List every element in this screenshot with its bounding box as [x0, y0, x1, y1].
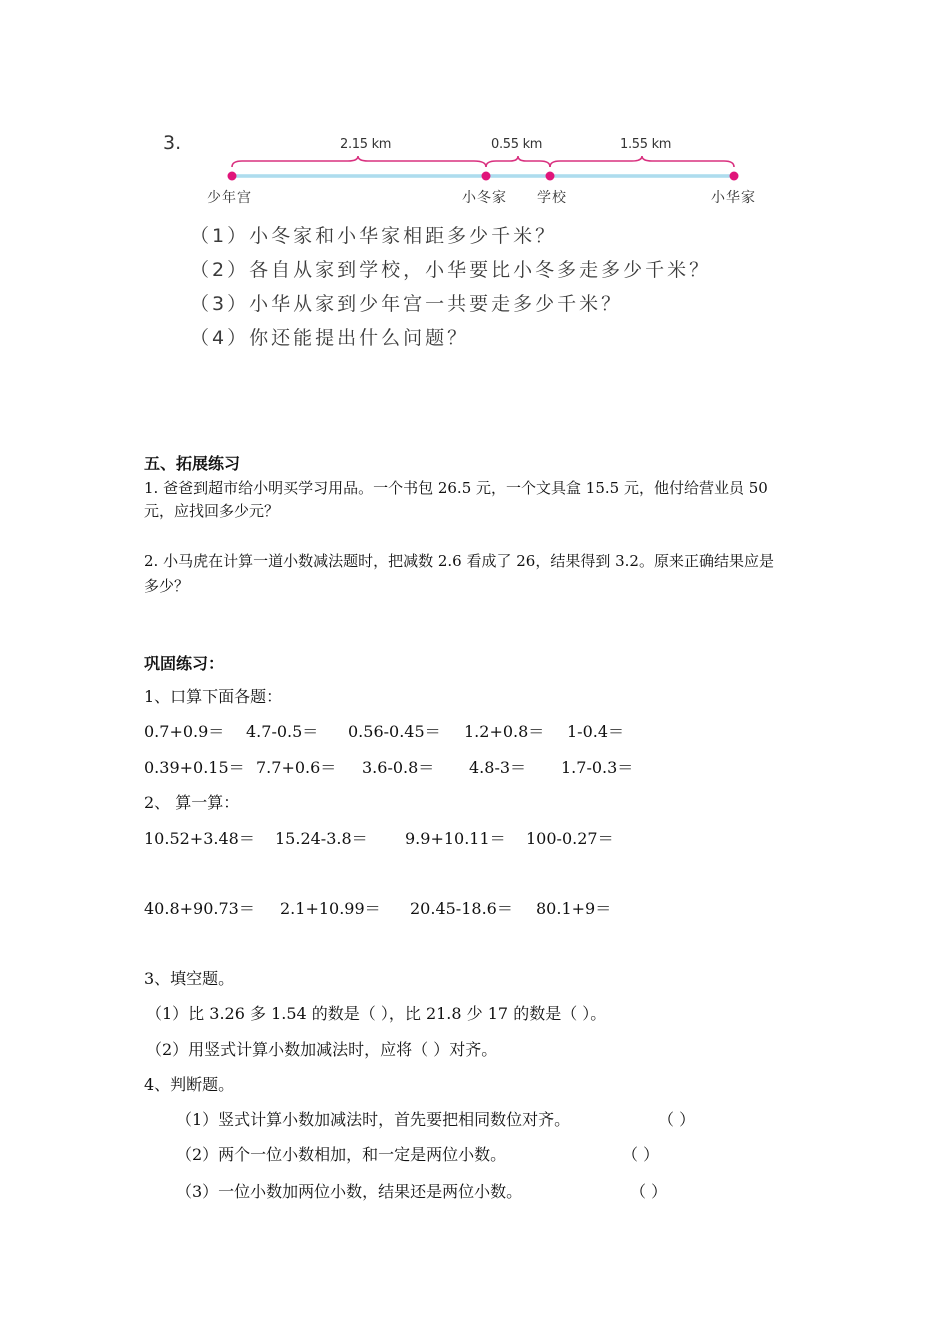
judge-paren-1: （ ）: [658, 1110, 696, 1129]
expression: 0.56-0.45＝: [348, 722, 441, 741]
calc-row-2: [0, 896, 950, 918]
judge-item-3: （3）一位小数加两位小数，结果还是两位小数。: [176, 1182, 523, 1201]
expression: 80.1+9＝: [536, 899, 612, 918]
place-label-2: 小冬家: [462, 190, 507, 206]
expression: 0.39+0.15＝: [144, 758, 245, 777]
expression: 2.1+10.99＝: [280, 899, 381, 918]
extension-problem-2-line-2: 多少？: [144, 577, 190, 595]
practice-q2-title: 2、 算一算：: [144, 793, 240, 812]
practice-q1-title: 1、口算下面各题：: [144, 687, 283, 706]
practice-q3-title: 3、填空题。: [144, 969, 235, 988]
dot-xuexiao: [546, 172, 555, 181]
oral-calc-row-2: [0, 755, 950, 777]
segment-label-3: 1.55 km: [620, 137, 672, 152]
expression: 4.8-3＝: [469, 758, 527, 777]
dot-shaoniangong: [228, 172, 237, 181]
oral-calc-row-1: [0, 719, 950, 741]
extension-problem-1-line-1: 1. 爸爸到超市给小明买学习用品。一个书包 26.5 元，一个文具盒 15.5 元，他付给营业员 50: [144, 479, 768, 497]
figure-question-2: （2）各自从家到学校，小华要比小冬多走多少千米？: [190, 259, 712, 281]
calc-row-1: [0, 826, 950, 848]
extension-problem-2-line-1: 2. 小马虎在计算一道小数减法题时，把减数 2.6 看成了 26，结果得到 3.2。原来正确结果应是: [144, 552, 774, 570]
place-label-3: 学校: [537, 190, 567, 206]
problem-number: 3.: [163, 132, 182, 154]
expression: 3.6-0.8＝: [362, 758, 435, 777]
judge-item-2: （2）两个一位小数相加，和一定是两位小数。: [176, 1145, 507, 1164]
expression: 0.7+0.9＝: [144, 722, 225, 741]
judge-item-1: （1）竖式计算小数加减法时，首先要把相同数位对齐。: [176, 1110, 571, 1129]
expression: 20.45-18.6＝: [410, 899, 513, 918]
expression: 40.8+90.73＝: [144, 899, 255, 918]
brace-1: [232, 156, 486, 167]
brace-2: [486, 156, 550, 167]
fill-blank-item-2: （2）用竖式计算小数加减法时，应将（ ）对齐。: [146, 1040, 498, 1059]
place-label-1: 少年宫: [207, 190, 252, 206]
practice-heading: 巩固练习：: [144, 654, 225, 673]
dot-xiaohuajia: [730, 172, 739, 181]
judge-paren-2: （ ）: [622, 1145, 660, 1164]
expression: 1.7-0.3＝: [561, 758, 634, 777]
expression: 100-0.27＝: [526, 829, 614, 848]
dot-xiaodongjia: [482, 172, 491, 181]
expression: 1.2+0.8＝: [464, 722, 545, 741]
expression: 9.9+10.11＝: [405, 829, 506, 848]
extension-problem-1-line-2: 元，应找回多少元？: [144, 502, 280, 520]
expression: 1-0.4＝: [567, 722, 625, 741]
expression: 7.7+0.6＝: [256, 758, 337, 777]
extension-heading: 五、拓展练习: [144, 454, 241, 473]
expression: 15.24-3.8＝: [275, 829, 368, 848]
brace-3: [550, 156, 734, 167]
segment-label-2: 0.55 km: [491, 137, 543, 152]
expression: 10.52+3.48＝: [144, 829, 255, 848]
expression: 4.7-0.5＝: [246, 722, 319, 741]
practice-q4-title: 4、判断题。: [144, 1075, 235, 1094]
fill-blank-item-1: （1）比 3.26 多 1.54 的数是（ ），比 21.8 少 17 的数是（ ）。: [146, 1004, 607, 1023]
segment-label-1: 2.15 km: [340, 137, 392, 152]
judge-paren-3: （ ）: [630, 1182, 668, 1201]
figure-question-3: （3）小华从家到少年宫一共要走多少千米？: [190, 293, 624, 315]
figure-question-4: （4）你还能提出什么问题？: [190, 327, 470, 349]
place-label-4: 小华家: [711, 190, 756, 206]
figure-question-1: （1）小冬家和小华家相距多少千米？: [190, 225, 558, 247]
